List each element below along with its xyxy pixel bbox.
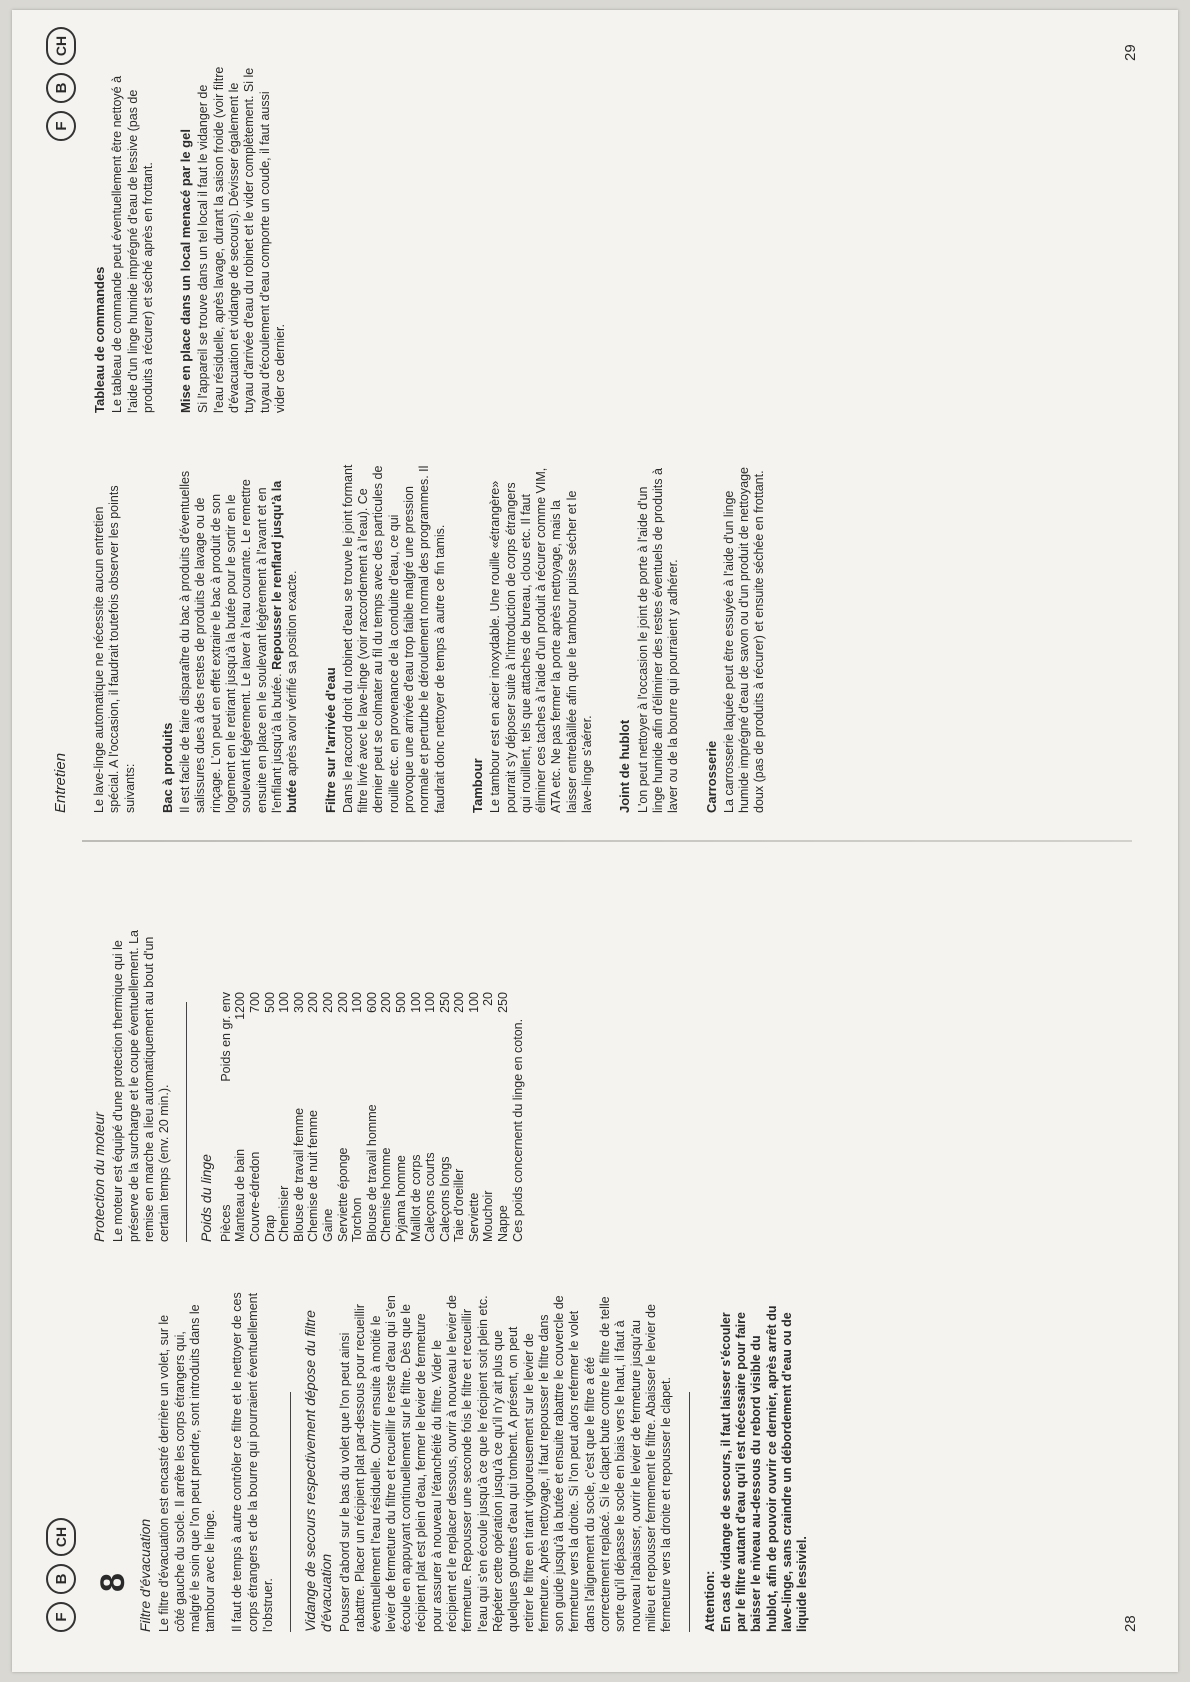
weight-value: 200 <box>306 992 321 1013</box>
divider <box>290 1392 291 1632</box>
page-left <box>12 841 1178 1672</box>
bac-title: Bac à produits <box>159 722 175 813</box>
protection-title: Protection du moteur <box>91 1112 107 1242</box>
filtre-eau-title: Filtre sur l'arrivée d'eau <box>322 667 338 813</box>
protection-text: Le moteur est équipé d'une protection thermique qui le préserve de la surcharge et le coupe éventuellement. La remise en marche a lieu automatiquement au bout d'un certain temps (env. 20 min.). <box>111 930 172 1242</box>
gel-text: Si l'appareil se trouve dans un tel local il faut le vidanger de l'eau résiduelle, après lavage, durant la saison froide (voir filtre d'évacuation et vidange de secours). Dévisser également le tuyau d'arrivée d'eau du robinet et le vider complètement. Si le tuyau d'écoulement d'eau comporte un coude, il faut aussi vider ce dernier. <box>196 66 287 413</box>
table-row <box>263 992 278 1242</box>
weight-item: Nappe <box>496 1205 511 1242</box>
table-header-row <box>219 992 234 1242</box>
filtre-p2: Il faut de temps à autre contrôler ce filtre et le nettoyer de ces corps étrangers et de la bourre qui pourraient éventuellement l'obstruer. <box>230 1292 276 1632</box>
table-row <box>277 992 292 1242</box>
weight-value: 500 <box>393 992 408 1013</box>
weight-value: 100 <box>277 992 292 1013</box>
carrosserie-text: La carrosserie laquée peut être essuyée à l'aide d'un linge humide imprégné d'eau de savon ou d'un produit de nettoyage doux (pas de produits à récurer) et ensuite séchée en frottant. <box>721 467 767 813</box>
joint-text: L'on peut nettoyer à l'occasion le joint de porte à l'aide d'un linge humide afin d'éliminer des restes éventuels de produits à laver ou de la bourre qui pourraient y adhérer. <box>635 468 681 813</box>
filtre-title: Filtre d'évacuation <box>137 1518 153 1632</box>
weight-item: Drap <box>262 1214 277 1242</box>
attention-text: En cas de vidange de secours, il faut laisser s'écouler par le filtre autant d'eau qu'il est nécessaire pour faire baisser le niveau au-dessous du rebord visible du hublot, afin de pouvoir ouvrir ce dernier, après arrêt du lave-linge, sans craindre un débordement d'eau ou de liquide lessiviel. <box>718 1305 810 1632</box>
weight-value: 600 <box>364 992 379 1013</box>
table-row <box>496 992 511 1242</box>
poids-title: Poids du linge <box>198 1154 215 1242</box>
badge-f: F <box>46 1602 76 1632</box>
table-row <box>365 992 380 1242</box>
filtre-p1: Le filtre d'évacuation est encastré derrière un volet, sur le côté gauche du socle. Il arrête les corps étrangers qui, malgré le soin que l'on peut prendre, sont introduits dans le tambour avec le linge. <box>157 1304 218 1632</box>
bac-paragraph <box>178 463 300 813</box>
left-column <box>138 1292 823 1632</box>
page-right <box>12 10 1178 841</box>
section-label: Entretien <box>52 752 69 813</box>
table-row <box>336 992 351 1242</box>
weight-item: Blouse de travail homme <box>364 1104 379 1242</box>
weight-item: Caleçons longs <box>437 1156 452 1242</box>
badge-b: B <box>46 1564 76 1594</box>
table-row <box>306 992 321 1242</box>
divider <box>186 1002 187 1242</box>
table-row <box>321 992 336 1242</box>
weight-value: 300 <box>291 992 306 1013</box>
weight-value: 700 <box>247 992 262 1013</box>
weight-item: Chemise de nuit femme <box>306 1109 321 1242</box>
right-page-column-1 <box>92 463 780 813</box>
weight-item: Maillot de corps <box>408 1154 423 1242</box>
weight-item: Serviette <box>466 1192 481 1242</box>
bac-bold: Repousser le renflard jusqu'à la butée <box>269 480 300 813</box>
weight-value: 1200 <box>233 992 248 1020</box>
vidange-title: Vidange de secours respectivement dépose du filtre d'évacuation <box>302 1310 334 1632</box>
weight-item: Couvre-édredon <box>247 1151 262 1242</box>
weight-value: 200 <box>452 992 467 1013</box>
joint-title: Joint de hublot <box>617 719 633 813</box>
intro-text: Le lave-linge automatique ne nécessite aucun entretien spécial. A l'occasion, il faudrait toutefois observer les points suivants: <box>92 485 137 813</box>
table-row <box>409 992 424 1242</box>
weight-item: Chemise homme <box>379 1147 394 1242</box>
right-column <box>92 902 538 1242</box>
weight-item: Caleçons courts <box>423 1152 438 1242</box>
tableau-title: Tableau de commandes <box>92 266 107 413</box>
bac-tail: après avoir vérifié sa position exacte. <box>285 570 300 777</box>
badge-ch: CH <box>46 27 76 65</box>
weight-value: 200 <box>335 992 350 1013</box>
table-row <box>452 992 467 1242</box>
weight-item: Mouchoir <box>481 1190 496 1242</box>
two-page-spread <box>12 10 1178 1672</box>
weight-value: 100 <box>466 992 481 1013</box>
country-badges <box>46 27 76 141</box>
filtre-eau-text: Dans le raccord droit du robinet d'eau se trouve le joint formant filtre livré avec le lave-linge (voir raccordement à l'eau). Ce dernier peut se colmater au fil du temps avec des particules de rouille etc. en provenance de la conduite d'eau, ce qui provoque une arrivée d'eau trop faible malgré une pression normale et perturbe le déroulement normal des programmes. Il faudrait donc nettoyer de temps à autre ce fin tamis. <box>340 464 447 813</box>
badge-b: B <box>46 73 76 103</box>
chapter-number: 8 <box>94 1573 132 1592</box>
attention-title: Attention: <box>701 1570 717 1632</box>
country-badges <box>46 1518 76 1632</box>
weight-value: 200 <box>320 992 335 1013</box>
weight-item: Gaine <box>320 1208 335 1242</box>
carrosserie-title: Carrosserie <box>703 740 719 813</box>
tambour-title: Tambour <box>469 758 485 813</box>
table-row <box>233 992 248 1242</box>
table-row <box>438 992 453 1242</box>
weight-item: Blouse de travail femme <box>291 1107 306 1242</box>
weight-value: 200 <box>379 992 394 1013</box>
table-row <box>423 992 438 1242</box>
tableau-text: Le tableau de commande peut éventuellement être nettoyé à l'aide d'un linge humide imprégné d'eau de lessive (pas de produits à récurer) et séché après en frottant. <box>110 75 155 413</box>
weight-value: 100 <box>350 992 365 1013</box>
weight-value: 250 <box>496 992 511 1013</box>
page-number-left: 28 <box>1122 1615 1139 1632</box>
weight-value: 20 <box>481 992 496 1006</box>
weight-value: 250 <box>437 992 452 1013</box>
weight-item: Chemisier <box>277 1185 292 1242</box>
table-row <box>248 992 263 1242</box>
vidange-text: Pousser d'abord sur le bas du volet que l'on peut ainsi rabattre. Placer un récipient plat par-dessous pour recueillir éventuellement l'eau résiduelle. Ouvrir ensuite à moitié le levier de fermeture du filtre et recueillir le reste d'eau qui s'en écoule en appuyant continuellement sur le filtre. Dès que le récipient plat est plein d'eau, fermer le levier de fermeture pour assurer à nouveau l'étanchéité du filtre. Vider le récipient et le replacer dessous, ouvrir à nouveau le levier de fermeture. Repousser une seconde fois le filtre et recueillir l'eau qui s'en écoule jusqu'à ce que le récipient soit plein etc. Répéter cette opération jusqu'à ce qu'il n'y ait plus que quelques gouttes d'eau qui tombent. A présent, on peut retirer le filtre en tirant vigoureusement sur le levier de fermeture. Après nettoyage, il faut repousser le filtre dans son guide jusqu'à la butée et ensuite rabattre le couvercle de fermeture vers la droite. Si l'on peut alors refermer le volet dans l'alignement du socle, c'est que le filtre a été correctement replacé. Si le clapet bute contre le filtre de telle sorte qu'il dépasse le socle en biais vers le haut, il faut à nouveau l'abaisser, ouvrir le levier de fermeture jusqu'au milieu et repousser fermement le filtre. Abaisser le levier de fermeture vers la droite et repousser le clapet. <box>337 1295 674 1632</box>
table-row <box>394 992 409 1242</box>
table-row <box>350 992 365 1242</box>
weight-item: Torchon <box>350 1197 365 1242</box>
weight-item: Taie d'oreiller <box>452 1168 467 1242</box>
table-row <box>292 992 307 1242</box>
page-number-right: 29 <box>1122 44 1139 61</box>
right-page-column-2 <box>92 63 300 413</box>
badge-f: F <box>46 111 76 141</box>
bac-text: Il est facile de faire disparaître du bac à produits d'éventuelles salissures dues à des restes de produits de lavage ou de rinçage. L'on peut en effet extraire le bac à produit de son logement en le retirant jusqu'à la butée pour le sortir en le soulevant légèrement. Le laver à l'eau courante. Le remettre ensuite en place en le soulevant légèrement à l'avant et en l'enfilant jusqu'à la butée. <box>178 470 284 813</box>
col-item-header: Pièces <box>218 1204 233 1242</box>
weight-value: 100 <box>408 992 423 1013</box>
table-row <box>467 992 482 1242</box>
tambour-text: Le tambour est en acier inoxydable. Une rouille «étrangère» pourrait s'y déposer suite à l'introduction de corps étrangers qui rouillent, tels que attaches de bureau, clous etc. Il faut éliminer ces taches à l'aide d'un produit à récurer comme VIM, ATA etc. Ne pas fermer la porte après nettoyage, mais la laisser entrebâillée afin que le tambour puisse sécher et le lave-linge s'aérer. <box>488 467 595 813</box>
weight-item: Manteau de bain <box>233 1148 248 1242</box>
divider <box>689 1392 690 1632</box>
weight-value: 500 <box>262 992 277 1013</box>
col-weight-header: Poids en gr. env <box>218 992 233 1082</box>
weights-table <box>219 992 511 1242</box>
weight-value: 100 <box>423 992 438 1013</box>
poids-note: Ces poids concernent du linge en coton. <box>510 1018 525 1242</box>
table-row <box>481 992 496 1242</box>
badge-ch: CH <box>46 1518 76 1556</box>
scanned-sheet <box>12 10 1178 1672</box>
weight-item: Serviette éponge <box>335 1147 350 1242</box>
table-row <box>379 992 394 1242</box>
weight-item: Pyjama homme <box>393 1155 408 1242</box>
gel-title: Mise en place dans un local menacé par le gel <box>178 129 194 413</box>
